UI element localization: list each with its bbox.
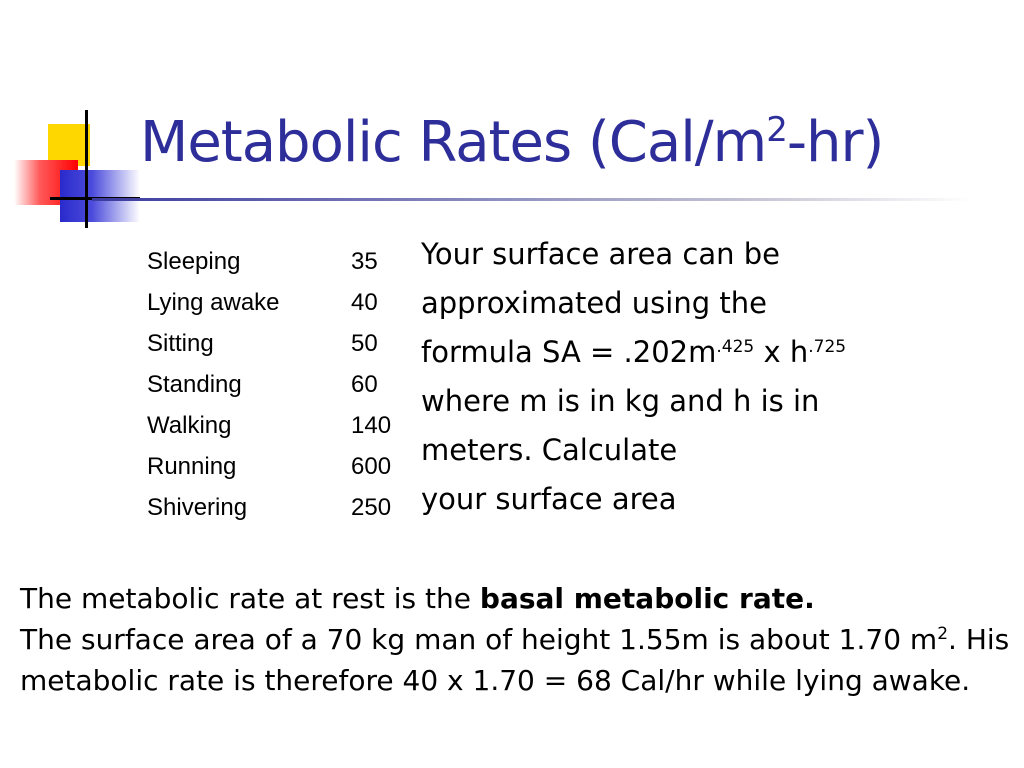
slide-title (140, 110, 883, 175)
activity-label: Running (147, 453, 237, 480)
activity-label: Lying awake (147, 289, 280, 316)
formula-line: meters. Calculate (421, 433, 678, 467)
activity-rate-value: 40 (351, 289, 378, 316)
activity-rate-value: 60 (351, 371, 378, 398)
formula-line: where m is in kg and h is in (421, 384, 820, 418)
activity-label: Shivering (147, 494, 248, 521)
formula-text: formula SA = .202m (421, 335, 717, 369)
area-unit-superscript: 2 (937, 624, 949, 644)
activity-rate-value: 35 (351, 248, 378, 275)
paragraph-text: . His metabolic rate is therefore 40 x 1.70 = 68 Cal/hr while lying awake. (20, 623, 1010, 697)
formula-line: Your surface area can be (421, 237, 780, 271)
activity-rate-value: 600 (351, 453, 392, 480)
slide-title-text: Metabolic Rates (Cal/m (140, 110, 767, 175)
activity-label: Sitting (147, 330, 214, 357)
decorative-vertical-line (85, 110, 88, 228)
activity-rate-value: 250 (351, 494, 392, 521)
surface-area-formula-text (421, 230, 981, 524)
metabolic-rates-table (147, 244, 391, 531)
formula-line (421, 328, 981, 377)
formula-text: x h (754, 335, 809, 369)
basal-metabolic-rate-term: basal metabolic rate. (479, 582, 815, 615)
activity-label: Walking (147, 412, 232, 439)
basal-metabolic-rate-paragraph (20, 578, 1010, 701)
rate-row (147, 449, 391, 490)
rate-row (147, 367, 391, 408)
formula-line: your surface area (421, 482, 677, 516)
activity-label: Sleeping (147, 248, 241, 275)
activity-rate-value: 50 (351, 330, 378, 357)
height-exponent: .725 (808, 337, 847, 357)
rate-row (147, 244, 391, 285)
paragraph-text: The metabolic rate at rest is the (20, 582, 480, 615)
activity-rate-value: 140 (351, 412, 392, 439)
formula-line: approximated using the (421, 286, 767, 320)
rate-row (147, 326, 391, 367)
rate-row (147, 490, 391, 531)
mass-exponent: .425 (716, 337, 755, 357)
slide-title-superscript: 2 (766, 110, 787, 150)
title-underline (92, 198, 972, 201)
rate-row (147, 285, 391, 326)
decorative-blue-square (60, 170, 140, 222)
slide-title-end: -hr) (786, 110, 884, 175)
rate-row (147, 408, 391, 449)
paragraph-text: The surface area of a 70 kg man of height 1.55m is about 1.70 m (20, 623, 938, 656)
activity-label: Standing (147, 371, 242, 398)
